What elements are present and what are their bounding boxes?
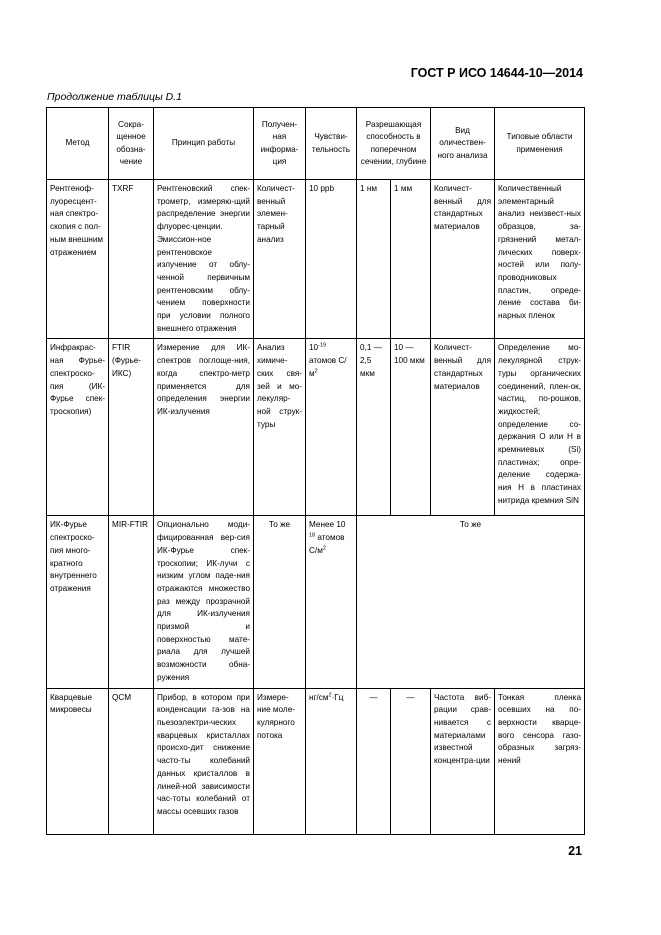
cell-information: То же	[254, 516, 306, 688]
sensitivity-unit: атомов С/м	[309, 356, 347, 378]
cell-information: Измере-ние моле-кулярного потока	[254, 688, 306, 834]
cell-sensitivity	[306, 688, 357, 834]
cell-method: ИК-Фурье спектроско-пия много-кратного внутреннего отражения	[47, 516, 109, 688]
header-principle: Принцип работы	[154, 108, 254, 180]
header-applications: Типовые области применения	[495, 108, 585, 180]
cell-abbreviation: FTIR (Фурье-ИКС)	[109, 339, 154, 516]
header-sensitivity: Чувстви-тельность	[306, 108, 357, 180]
sensitivity-unit: ·Гц	[331, 692, 344, 702]
cell-method: Инфракрас-ная Фурье-спектроско-пия (ИК-Фурье спек-троскопия)	[47, 339, 109, 516]
table-caption: Продолжение таблицы D.1	[47, 91, 182, 103]
cell-resolution-cross: —	[357, 688, 391, 834]
cell-abbreviation: MIR-FTIR	[109, 516, 154, 688]
header-analysis-kind: Вид оличествен-ного анализа	[431, 108, 495, 180]
cell-sensitivity: 10 ppb	[306, 180, 357, 339]
cell-principle: Рентгеновский спек-трометр, измеряю-щий распределение энергии флуорес-ценции. Эмиссион-ное рентгеновское излучение от облу-ченной первичным рентгеновским облу-чением поверхности при условии полного внешнего отражения	[154, 180, 254, 339]
cell-principle: Опционально моди-фицированная вер-сия ИК-Фурье спек-троскопии; ИК-лучи с низким углом паде-ния отражаются множество раз между прозрачной для ИК-излучения призмой и поверхностью мате-риала для лучшей возможности обна-ружения	[154, 516, 254, 688]
cell-applications: Количественный элементарный анализ неизвест-ных образцов, за-грязнений метал-лических поверх-ностей или полу-проводниковых пластин, опреде-ление состава би-нарных пленок	[495, 180, 585, 339]
cell-analysis-kind: Количест-венный для стандартных материалов	[431, 339, 495, 516]
cell-information: Количест-венный элемен-тарный анализ	[254, 180, 306, 339]
header-abbreviation: Сокра-щенное обозна-чение	[109, 108, 154, 180]
cell-sensitivity: Менее 10 $^{18}$ атомов $С/м^2$	[306, 516, 357, 688]
cell-principle: Прибор, в котором при конденсации га-зов на пьезоэлектри-ческих кварцевых кристаллах происхо-дит снижение часто-ты колебаний данных кристаллов в линей-ной зависимости час-тоты колебаний от массы осевших газов	[154, 688, 254, 834]
cell-abbreviation: TXRF	[109, 180, 154, 339]
cell-abbreviation: QCM	[109, 688, 154, 834]
sensitivity-unit: атомов С/м	[309, 533, 345, 555]
table-row	[47, 180, 585, 339]
cell-method: Кварцевые микровесы	[47, 688, 109, 834]
header-information: Получен-ная информа-ция	[254, 108, 306, 180]
sensitivity-base: 10	[309, 343, 319, 353]
cell-resolution-depth: 1 мм	[391, 180, 431, 339]
cell-merged-same: То же	[357, 516, 585, 688]
cell-resolution-cross: 0,1 — 2,5 мкм	[357, 339, 391, 516]
cell-resolution-depth: —	[391, 688, 431, 834]
table-row	[47, 516, 585, 688]
header-resolution: Разрешающая способность в поперечном сечении, глубине	[357, 108, 431, 180]
cell-analysis-kind: Частота виб-рации срав-нивается с материалами известной концентра-ции	[431, 688, 495, 834]
methods-table	[46, 107, 585, 835]
sensitivity-exponent: 18	[309, 532, 316, 539]
cell-analysis-kind: Количест-венный для стандартных материалов	[431, 180, 495, 339]
sensitivity-exponent: 2	[328, 691, 332, 698]
cell-applications: Тонкая пленка осевших на по-верхности кварце-вого сенсора газо-образных загряз-нений	[495, 688, 585, 834]
page-number: 21	[568, 844, 582, 858]
sensitivity-base: нг/см	[309, 692, 329, 702]
cell-applications: Определение мо-лекулярной струк-туры органических соединений, плен-ок, частиц, по-рошков, жидкостей; определение со-держания О или Н в кремниевых (Si) пластинах; опре-деление содержа-ния Н в пластинах нитрида кремния SiN	[495, 339, 585, 516]
cell-resolution-cross: 1 нм	[357, 180, 391, 339]
cell-principle: Измерение для ИК-спектров поглоще-ния, когда спектро-метр применяется для определения энергии ИК-излучения	[154, 339, 254, 516]
sensitivity-base: Менее 10	[309, 520, 346, 530]
document-code: ГОСТ Р ИСО 14644-10—2014	[410, 66, 583, 80]
cell-information: Анализ химиче-ских свя-зей и мо-лекуляр-ной струк-туры	[254, 339, 306, 516]
header-method: Метод	[47, 108, 109, 180]
table-header-row	[47, 108, 585, 180]
cell-method: Рентгеноф-луоресцент-ная спектро-скопия с пол-ным внешним отражением	[47, 180, 109, 339]
cell-resolution-depth: 10 — 100 мкм	[391, 339, 431, 516]
table-row	[47, 688, 585, 834]
table-row	[47, 339, 585, 516]
sensitivity-exponent: -19	[318, 342, 327, 349]
cell-sensitivity: $10^{-19}$ атомов $С/м^2$	[306, 339, 357, 516]
